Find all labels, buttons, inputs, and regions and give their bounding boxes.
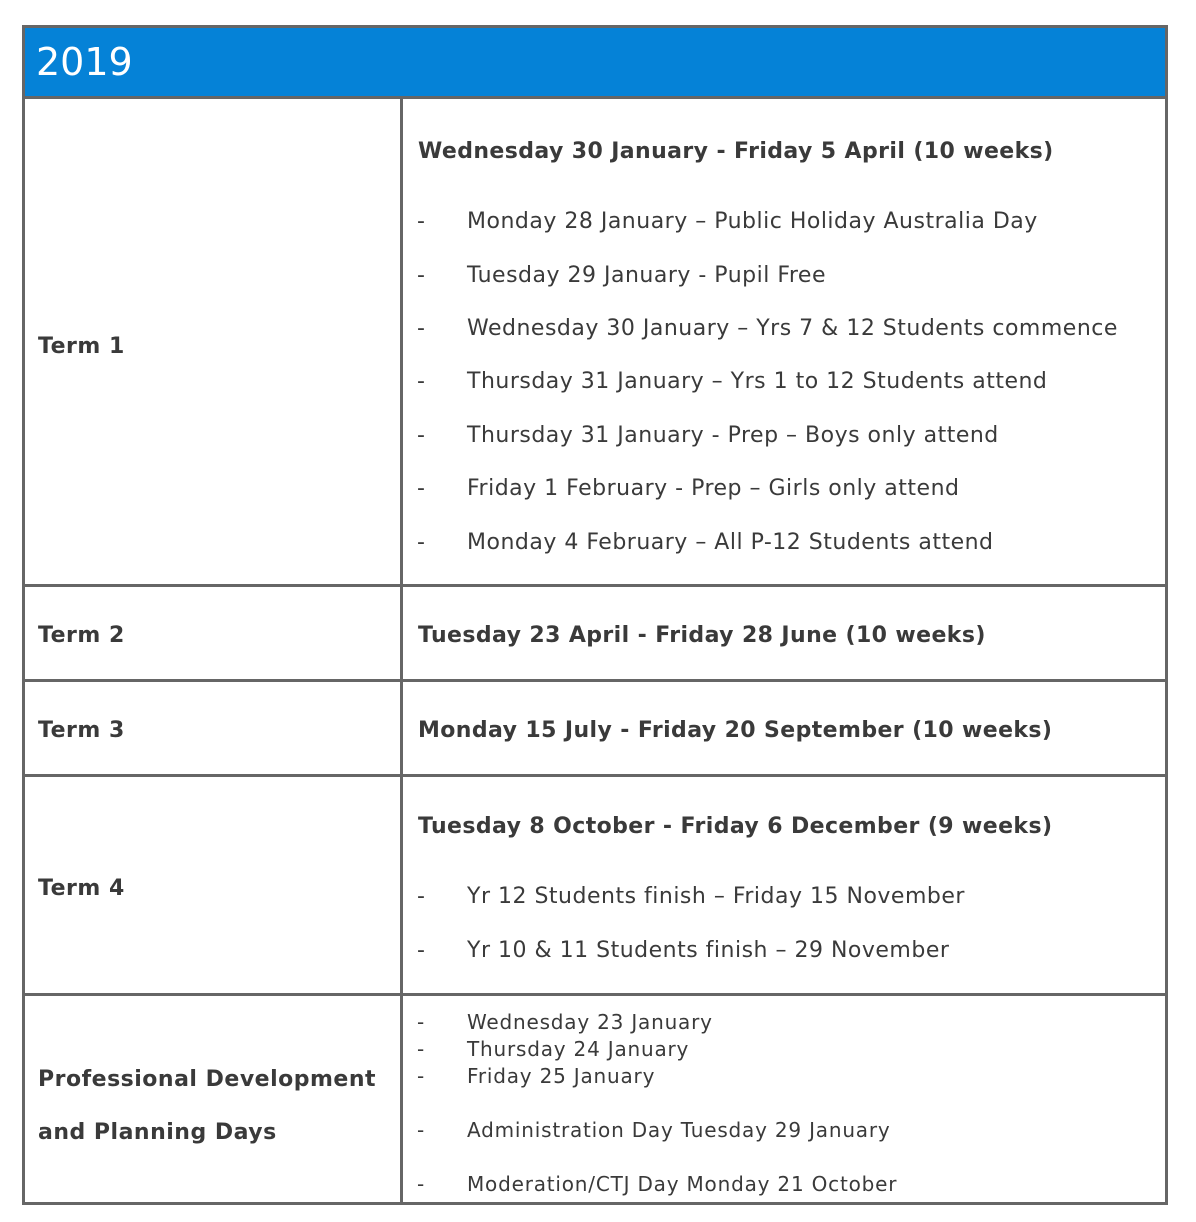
term-2-dates: Tuesday 23 April - Friday 28 June (10 weeks)	[418, 623, 986, 648]
column-divider	[400, 996, 403, 1202]
pd-day-item: Administration Day Tuesday 29 January	[467, 1118, 891, 1142]
pd-day-item: Friday 25 January	[467, 1064, 656, 1088]
bullet-dash: -	[417, 1037, 425, 1061]
list-item	[417, 530, 994, 555]
bullet-dash: -	[417, 423, 425, 448]
bullet-dash: -	[417, 263, 425, 288]
bullet-dash: -	[417, 209, 425, 234]
bullet-dash: -	[417, 316, 425, 341]
list-item	[417, 369, 1047, 394]
term-1-note: Monday 28 January – Public Holiday Australia Day	[467, 209, 1038, 234]
term-1-note: Thursday 31 January – Yrs 1 to 12 Students attend	[467, 369, 1048, 394]
bullet-dash: -	[417, 1118, 425, 1142]
term-3-dates: Monday 15 July - Friday 20 September (10 weeks)	[418, 718, 1053, 743]
bullet-dash: -	[417, 1064, 425, 1088]
term-dates-table	[22, 25, 1168, 1205]
term-2-label: Term 2	[38, 623, 125, 648]
list-item	[417, 884, 965, 909]
term-3-row	[25, 682, 1165, 777]
pd-days-label-line-1: Professional Development	[38, 1067, 377, 1092]
pd-days-row	[25, 996, 1165, 1202]
year-header	[25, 28, 1165, 99]
term-1-note: Thursday 31 January - Prep – Boys only attend	[467, 423, 999, 448]
term-1-note: Tuesday 29 January - Pupil Free	[467, 263, 827, 288]
pd-day-item: Moderation/CTJ Day Monday 21 October	[467, 1172, 898, 1196]
term-4-note: Yr 10 & 11 Students finish – 29 November	[467, 938, 950, 963]
list-item	[417, 209, 1038, 234]
pd-days-label-line-2: and Planning Days	[38, 1120, 277, 1145]
column-divider	[400, 777, 403, 993]
column-divider	[400, 587, 403, 679]
term-2-row	[25, 587, 1165, 682]
bullet-dash: -	[417, 369, 425, 394]
list-item	[417, 1172, 897, 1196]
term-1-row	[25, 99, 1165, 587]
list-item	[417, 1118, 891, 1142]
pd-day-item: Wednesday 23 January	[467, 1010, 713, 1034]
term-1-note: Friday 1 February - Prep – Girls only attend	[467, 476, 960, 501]
bullet-dash: -	[417, 1172, 425, 1196]
term-4-dates: Tuesday 8 October - Friday 6 December (9 weeks)	[418, 814, 1053, 839]
pd-day-item: Thursday 24 January	[467, 1037, 690, 1061]
list-item	[417, 263, 826, 288]
list-item	[417, 1037, 689, 1061]
list-item	[417, 938, 949, 963]
bullet-dash: -	[417, 884, 425, 909]
term-4-row	[25, 777, 1165, 996]
list-item	[417, 1064, 655, 1088]
term-1-label: Term 1	[38, 334, 125, 359]
bullet-dash: -	[417, 530, 425, 555]
bullet-dash: -	[417, 938, 425, 963]
bullet-dash: -	[417, 476, 425, 501]
list-item	[417, 1010, 713, 1034]
term-1-note: Wednesday 30 January – Yrs 7 & 12 Students commence	[467, 316, 1118, 341]
column-divider	[400, 99, 403, 584]
year-title: 2019	[36, 40, 133, 84]
list-item	[417, 476, 959, 501]
list-item	[417, 423, 999, 448]
term-1-note: Monday 4 February – All P-12 Students attend	[467, 530, 994, 555]
column-divider	[400, 682, 403, 774]
list-item	[417, 316, 1118, 341]
term-4-label: Term 4	[38, 876, 125, 901]
term-4-note: Yr 12 Students finish – Friday 15 November	[467, 884, 965, 909]
term-3-label: Term 3	[38, 718, 125, 743]
term-1-dates: Wednesday 30 January - Friday 5 April (10 weeks)	[418, 139, 1054, 164]
bullet-dash: -	[417, 1010, 425, 1034]
